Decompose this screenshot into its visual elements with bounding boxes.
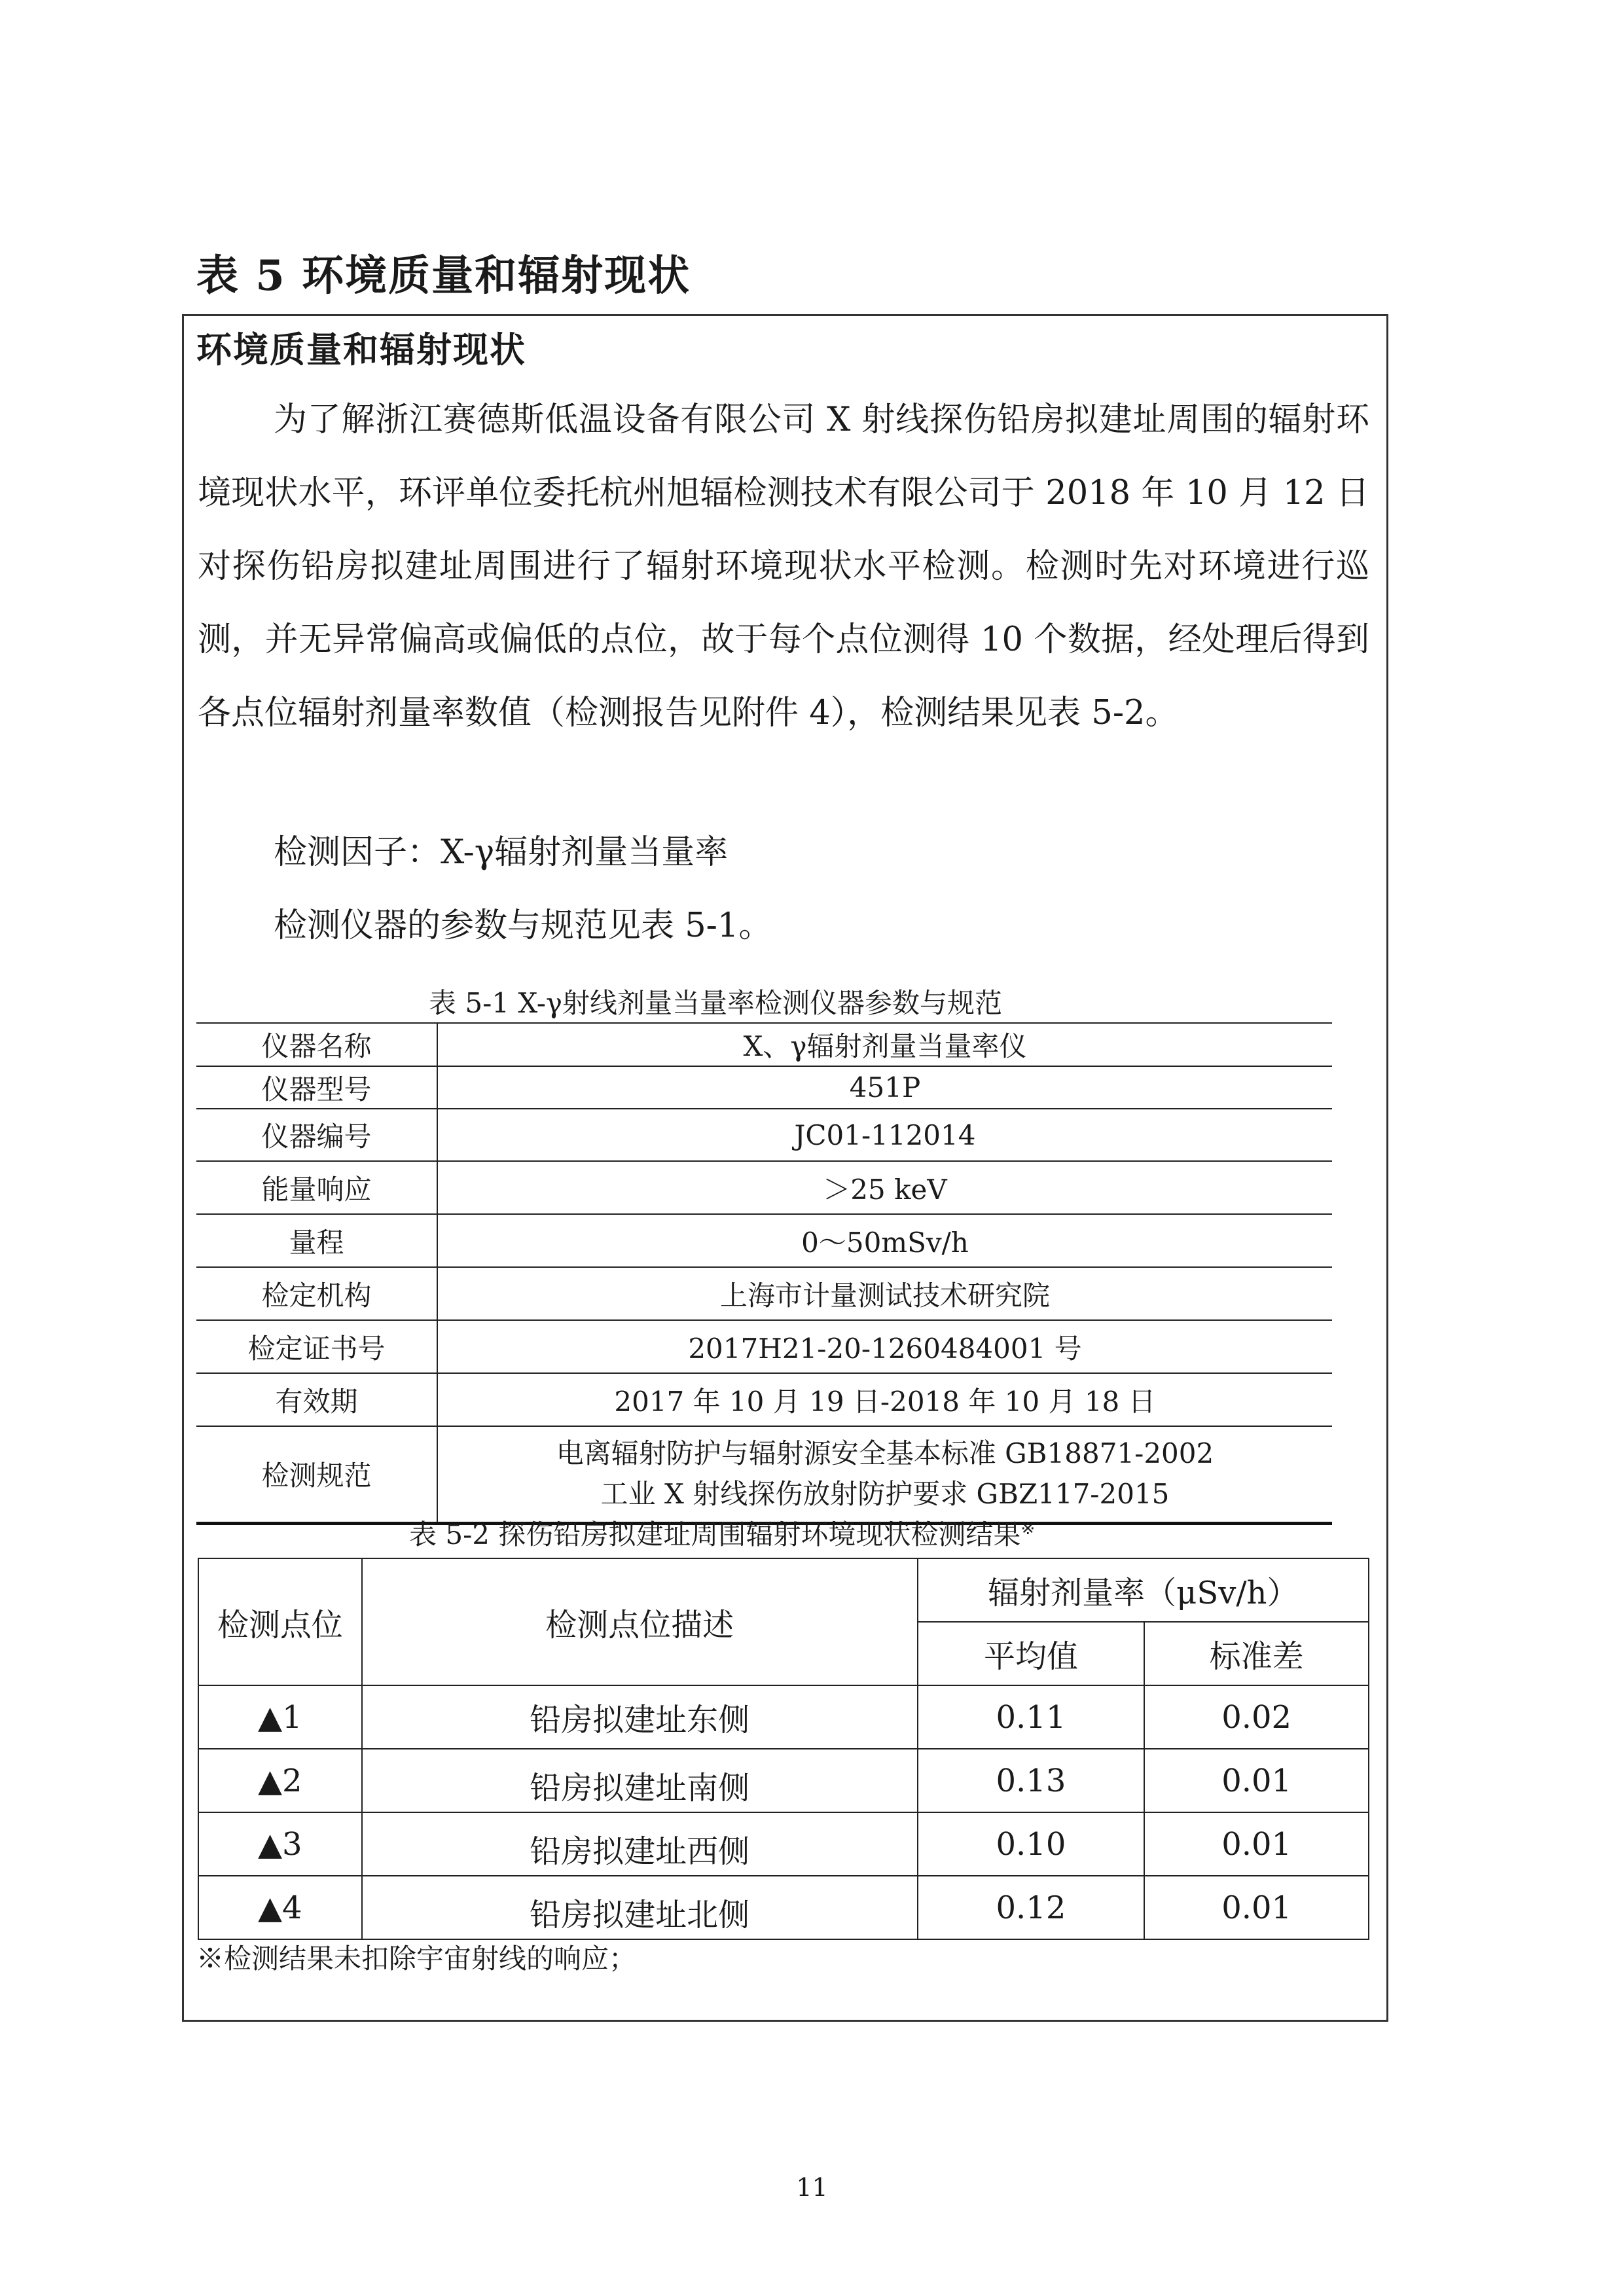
intro-paragraph-text: 为了解浙江赛德斯低温设备有限公司 X 射线探伤铅房拟建址周围的辐射环境现状水平，环评单位委托杭州旭辐检测技术有限公司于 2018 年 10 月 12 日对探伤铅房拟建址周围进行了辐射环境现状水平检测。检测时先对环境进行巡测，并无异常偏高或偏低的点位，故于每个点位测得 10 个数据，经处理后得到各点位辐射剂量率数值（检测报告见附件 4），检测结果见表 5-2。 [198, 401, 1369, 732]
table-row [196, 1161, 1332, 1214]
table-row [196, 1214, 1332, 1267]
table-row [198, 1812, 1369, 1876]
table-header-row [198, 1558, 1369, 1622]
table-row [198, 1749, 1369, 1812]
header-dose-rate: 辐射剂量率（μSv/h） [918, 1558, 1369, 1622]
param-value-spec [437, 1426, 1332, 1523]
param-label: 检定证书号 [196, 1320, 437, 1373]
mean-cell: 0.10 [918, 1812, 1145, 1876]
header-description: 检测点位描述 [362, 1558, 918, 1685]
std-cell: 0.01 [1144, 1812, 1369, 1876]
table-5-2-caption [409, 1513, 1035, 1552]
std-cell: 0.01 [1144, 1749, 1369, 1812]
param-value: ＞25 keV [437, 1161, 1332, 1214]
description-cell: 铅房拟建址北侧 [362, 1876, 918, 1939]
instrument-reference: 检测仪器的参数与规范见表 5-1。 [274, 906, 772, 945]
param-label: 仪器型号 [196, 1066, 437, 1109]
param-value: 2017 年 10 月 19 日-2018 年 10 月 18 日 [437, 1373, 1332, 1426]
table-5-1-caption: 表 5-1 X-γ射线剂量当量率检测仪器参数与规范 [429, 987, 1003, 1019]
section-title: 环境质量和辐射现状 [196, 329, 526, 370]
intro-paragraph [198, 384, 1369, 750]
table-row [198, 1685, 1369, 1749]
spec-line: 工业 X 射线探伤放射防护要求 GBZ117-2015 [600, 1478, 1170, 1511]
std-cell: 0.02 [1144, 1685, 1369, 1749]
param-value: 451P [437, 1066, 1332, 1109]
header-point: 检测点位 [198, 1558, 362, 1685]
description-cell: 铅房拟建址南侧 [362, 1749, 918, 1812]
point-cell: ▲4 [198, 1876, 362, 1939]
table-5-2-caption-text: 表 5-2 探伤铅房拟建址周围辐射环境现状检测结果 [409, 1518, 1021, 1551]
instrument-parameters-table [196, 1022, 1332, 1525]
caption-note-mark: ※ [1020, 1519, 1036, 1539]
spec-line: 电离辐射防护与辐射源安全基本标准 GB18871-2002 [556, 1437, 1214, 1470]
param-value: JC01-112014 [437, 1109, 1332, 1161]
point-cell: ▲3 [198, 1812, 362, 1876]
description-cell: 铅房拟建址西侧 [362, 1812, 918, 1876]
param-label: 检测规范 [196, 1426, 437, 1523]
param-value: 0～50mSv/h [437, 1214, 1332, 1267]
mean-cell: 0.13 [918, 1749, 1145, 1812]
table-row [196, 1320, 1332, 1373]
page-number: 11 [796, 2173, 828, 2202]
std-cell: 0.01 [1144, 1876, 1369, 1939]
param-label: 仪器名称 [196, 1023, 437, 1066]
param-value: X、γ辐射剂量当量率仪 [437, 1023, 1332, 1066]
param-label: 能量响应 [196, 1161, 437, 1214]
page-title: 表 5 环境质量和辐射现状 [196, 251, 691, 300]
header-mean: 平均值 [918, 1622, 1145, 1685]
point-cell: ▲1 [198, 1685, 362, 1749]
detection-factor: 检测因子：X-γ辐射剂量当量率 [274, 833, 729, 872]
point-cell: ▲2 [198, 1749, 362, 1812]
param-label: 量程 [196, 1214, 437, 1267]
description-cell: 铅房拟建址东侧 [362, 1685, 918, 1749]
table-row [196, 1373, 1332, 1426]
header-std: 标准差 [1144, 1622, 1369, 1685]
table-row [198, 1876, 1369, 1939]
mean-cell: 0.11 [918, 1685, 1145, 1749]
param-label: 检定机构 [196, 1267, 437, 1320]
table-row [196, 1023, 1332, 1066]
table-row [196, 1109, 1332, 1161]
table-row [196, 1267, 1332, 1320]
param-label: 仪器编号 [196, 1109, 437, 1161]
mean-cell: 0.12 [918, 1876, 1145, 1939]
table-row [196, 1426, 1332, 1523]
detection-results-table [198, 1558, 1369, 1940]
param-value: 上海市计量测试技术研究院 [437, 1267, 1332, 1320]
table-row [196, 1066, 1332, 1109]
param-label: 有效期 [196, 1373, 437, 1426]
table-footnote: ※检测结果未扣除宇宙射线的响应； [196, 1943, 637, 1975]
param-value: 2017H21-20-1260484001 号 [437, 1320, 1332, 1373]
